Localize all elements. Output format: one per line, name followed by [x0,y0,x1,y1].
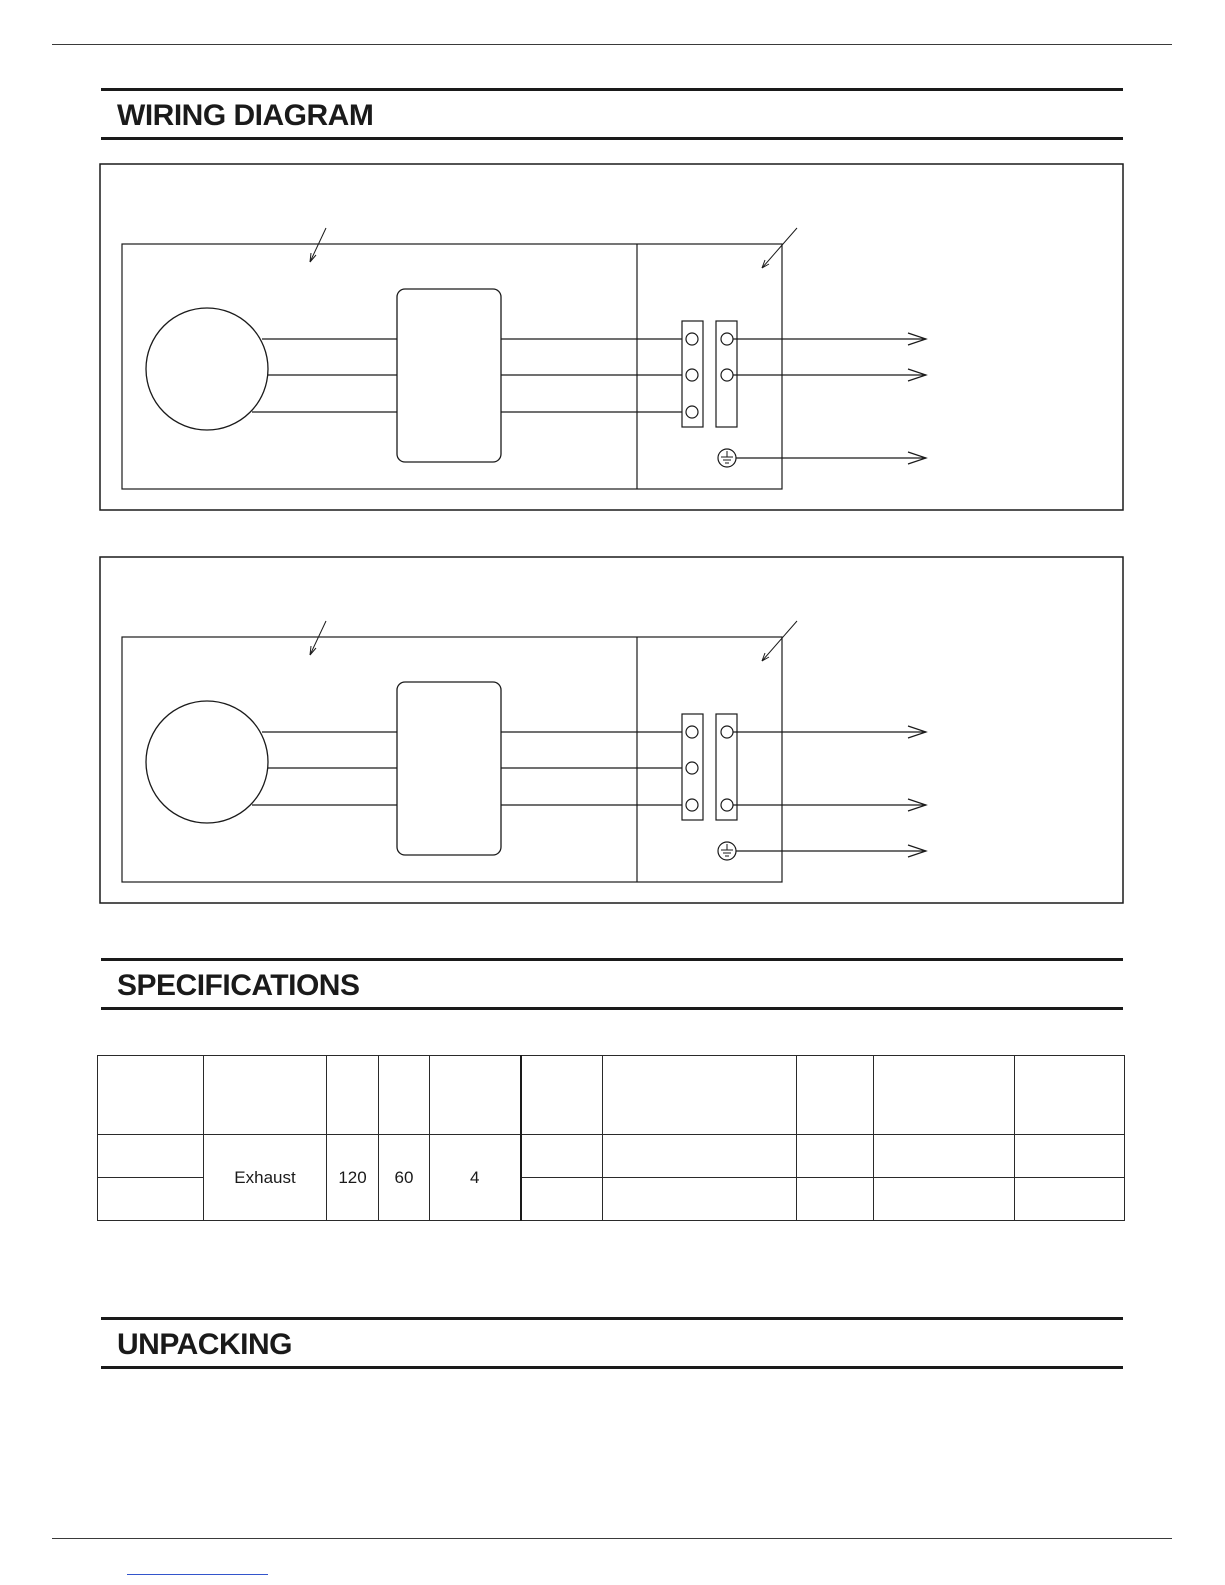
table-cell [797,1135,874,1178]
table-header-cell [98,1056,204,1135]
table-cell [98,1178,204,1221]
specifications-header [101,958,1123,1010]
voltage-cell: 120 [327,1135,379,1221]
table-cell [521,1135,603,1178]
table-cell [603,1178,797,1221]
table-cell [797,1178,874,1221]
wiring-diagram-1 [100,164,1123,510]
table-cell [874,1135,1015,1178]
table-header-cell [1015,1056,1125,1135]
ground-icon [718,449,736,467]
table-header-cell [521,1056,603,1135]
table-header-cell [204,1056,327,1135]
type-cell: Exhaust [204,1135,327,1221]
table-cell [874,1178,1015,1221]
table-header-cell [430,1056,521,1135]
bottom-rule [52,1538,1172,1539]
footer-link[interactable] [127,1574,268,1575]
table-cell [1015,1135,1125,1178]
specifications-table [97,1055,1125,1221]
table-cell [98,1135,204,1178]
unpacking-title: UNPACKING [117,1328,292,1361]
table-cell [521,1178,603,1221]
ground-icon [718,842,736,860]
table-header-cell [379,1056,430,1135]
table-cell [603,1135,797,1178]
table-header-row [98,1056,1125,1135]
wiring-diagram-2 [100,557,1123,903]
wiring-diagram-title: WIRING DIAGRAM [117,99,374,132]
table-header-cell [874,1056,1015,1135]
table-header-cell [327,1056,379,1135]
table-cell [1015,1178,1125,1221]
specifications-title: SPECIFICATIONS [117,969,360,1002]
table-header-cell [603,1056,797,1135]
poles-cell: 4 [430,1135,521,1221]
unpacking-header [101,1317,1123,1369]
table-row [98,1135,1125,1178]
hz-cell: 60 [379,1135,430,1221]
table-header-cell [797,1056,874,1135]
